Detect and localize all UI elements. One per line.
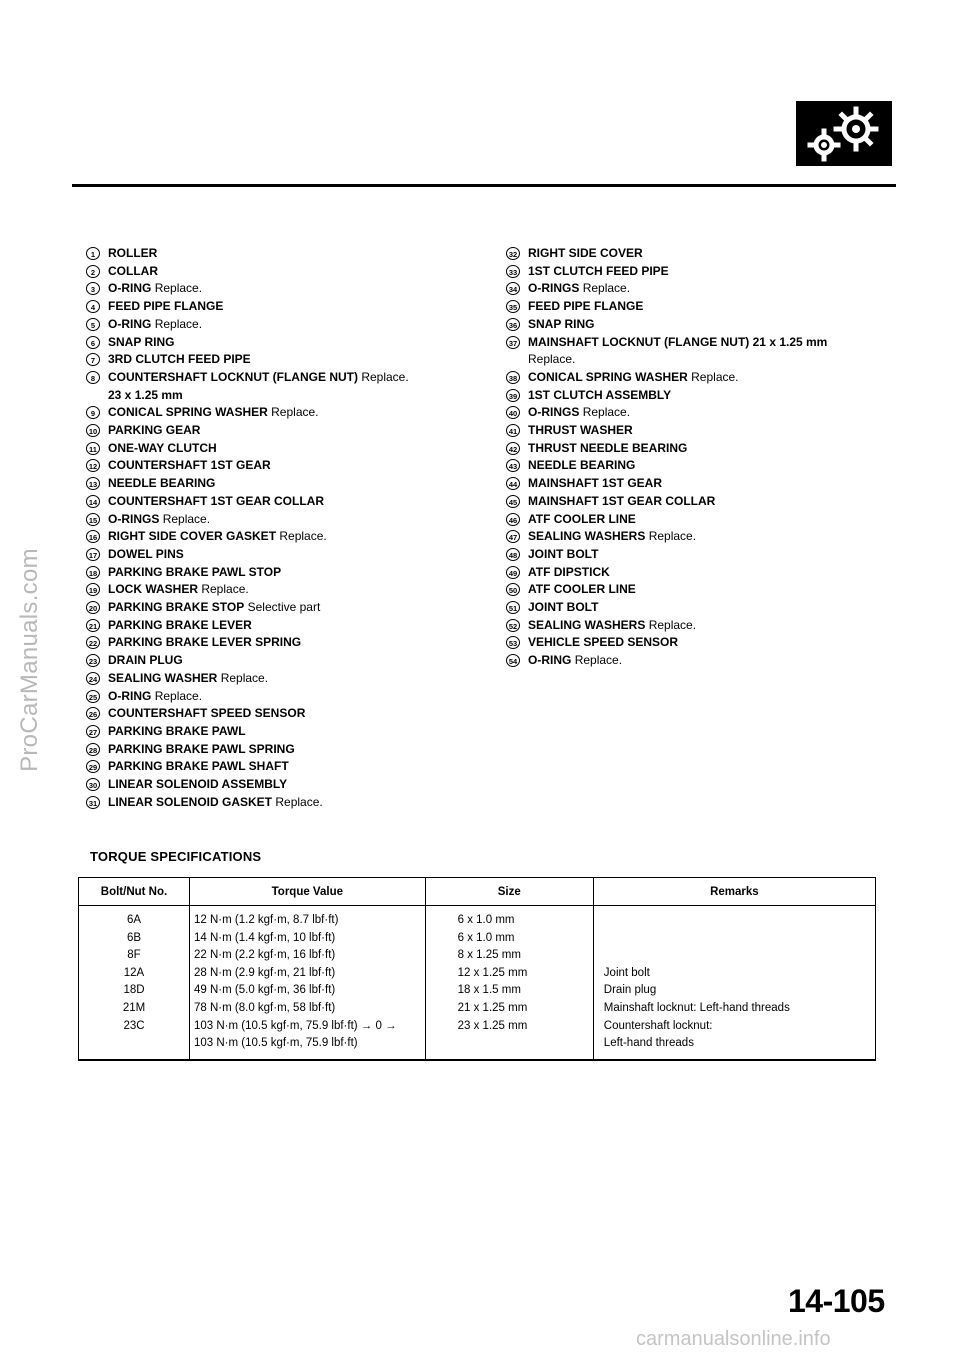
part-item: [506, 422, 906, 440]
part-text: [528, 369, 739, 387]
part-name-continued: 23 x 1.25 mm: [108, 387, 183, 402]
part-note: Replace.: [154, 316, 203, 331]
parts-list-right: [506, 245, 906, 670]
part-note: Replace.: [154, 688, 203, 703]
part-number-badge: 46: [506, 513, 520, 526]
part-text: [108, 493, 324, 511]
torque-table-header-row: [79, 878, 876, 906]
part-item: [86, 705, 476, 723]
part-text: [108, 546, 184, 564]
part-text: [528, 404, 630, 422]
part-name: PARKING BRAKE PAWL SPRING: [108, 741, 295, 756]
part-text: [528, 617, 696, 635]
part-text: [528, 457, 635, 475]
part-number-badge: 48: [506, 548, 520, 561]
part-note: Replace.: [582, 281, 631, 296]
part-number-badge: 41: [506, 424, 520, 437]
part-text: [108, 741, 295, 759]
part-number-badge: 19: [86, 583, 100, 596]
part-note: Replace.: [691, 369, 739, 384]
part-number-badge: 51: [506, 601, 520, 614]
part-number-badge: 4: [86, 300, 100, 313]
part-text: [528, 634, 678, 652]
part-item: [86, 334, 476, 352]
part-item: [506, 440, 906, 458]
part-item: [86, 493, 476, 511]
part-name: FEED PIPE FLANGE: [528, 299, 644, 314]
torque-value: 12 N·m (1.2 kgf·m, 8.7 lbf·ft): [194, 914, 339, 926]
part-name: 1ST CLUTCH ASSEMBLY: [528, 387, 672, 402]
part-name: NEEDLE BEARING: [528, 458, 636, 473]
torque-value: 22 N·m (2.2 kgf·m, 16 lbf·ft): [194, 949, 336, 962]
part-text: [528, 334, 827, 369]
part-text: [108, 599, 320, 617]
part-item: [86, 617, 476, 635]
part-item: [506, 475, 906, 493]
part-item: [506, 493, 906, 511]
part-number-badge: 50: [506, 583, 520, 596]
part-number-badge: 40: [506, 406, 520, 419]
side-watermark-text: ProCarManuals.com: [16, 548, 43, 772]
remark: Countershaft locknut:: [603, 1019, 713, 1032]
part-number-badge: 42: [506, 442, 520, 455]
part-item: [506, 457, 906, 475]
bolt-number: 23C: [123, 1019, 145, 1032]
part-name: ROLLER: [108, 246, 158, 260]
part-item: [86, 511, 476, 529]
torque-table: [78, 877, 876, 1061]
part-note: Replace.: [648, 617, 697, 632]
part-name: SEALING WASHER: [108, 670, 218, 685]
part-text: [108, 564, 281, 582]
part-item: [86, 280, 476, 298]
part-name: CONICAL SPRING WASHER: [528, 369, 688, 384]
part-name: COUNTERSHAFT 1ST GEAR: [108, 458, 271, 473]
part-name: DRAIN PLUG: [108, 653, 183, 668]
torque-value: 14 N·m (1.4 kgf·m, 10 lbf·ft): [194, 931, 336, 944]
part-name: COLLAR: [108, 263, 158, 278]
part-number-badge: 39: [506, 389, 520, 402]
part-text: [108, 245, 157, 263]
part-number-badge: 44: [506, 477, 520, 490]
header-size: Size: [425, 878, 593, 906]
part-name: MAINSHAFT 1ST GEAR: [528, 476, 663, 491]
part-name: JOINT BOLT: [528, 600, 599, 615]
part-number-badge: 13: [86, 477, 100, 490]
part-name: O-RING: [108, 316, 152, 331]
part-name: MAINSHAFT LOCKNUT (FLANGE NUT) 21 x 1.25 mm: [528, 334, 828, 349]
part-number-badge: 45: [506, 495, 520, 508]
part-number-badge: 22: [86, 636, 100, 649]
part-name: CONICAL SPRING WASHER: [108, 405, 268, 420]
part-name: 1ST CLUTCH FEED PIPE: [528, 263, 669, 278]
part-number-badge: 15: [86, 513, 100, 526]
part-text: [528, 245, 643, 263]
part-item: [86, 475, 476, 493]
part-text: [108, 404, 319, 422]
part-item: [506, 369, 906, 387]
part-item: [506, 634, 906, 652]
bolt-size: 23 x 1.25 mm: [457, 1019, 528, 1032]
part-text: [528, 440, 687, 458]
bolt-number: 8F: [127, 949, 141, 962]
part-name: PARKING GEAR: [108, 423, 201, 438]
part-item: [86, 263, 476, 281]
part-item: [506, 617, 906, 635]
part-number-badge: 20: [86, 601, 100, 614]
footer-watermark: carmanualsonline.info: [636, 1328, 831, 1350]
bolt-column: [79, 906, 190, 1060]
part-item: [86, 670, 476, 688]
part-name: THRUST NEEDLE BEARING: [528, 440, 688, 455]
part-name: 3RD CLUTCH FEED PIPE: [108, 352, 251, 367]
header-rule: [72, 184, 896, 187]
torque-heading: TORQUE SPECIFICATIONS: [90, 849, 262, 864]
part-number-badge: 31: [86, 796, 100, 809]
bolt-size: 12 x 1.25 mm: [457, 966, 528, 979]
part-number-badge: 1: [86, 247, 100, 260]
part-item: [86, 564, 476, 582]
part-text: [528, 581, 636, 599]
part-name: DOWEL PINS: [108, 546, 184, 561]
bolt-number: 21M: [122, 1001, 146, 1014]
part-name: O-RING: [108, 688, 152, 703]
gear-icon: [796, 101, 892, 166]
part-text: [528, 263, 669, 281]
part-name: MAINSHAFT 1ST GEAR COLLAR: [528, 493, 716, 508]
part-note: Replace.: [582, 405, 631, 420]
part-number-badge: 10: [86, 424, 100, 437]
part-text: [108, 334, 174, 352]
part-text: [108, 528, 327, 546]
part-number-badge: 33: [506, 265, 520, 278]
part-name: ATF COOLER LINE: [528, 582, 636, 597]
part-text: [528, 599, 598, 617]
part-note: Replace.: [271, 405, 319, 420]
part-number-badge: 21: [86, 619, 100, 632]
parts-list-left: [86, 245, 476, 812]
part-number-badge: 7: [86, 353, 100, 366]
part-name: O-RINGS: [108, 511, 160, 526]
part-name: ATF COOLER LINE: [528, 511, 636, 526]
part-number-badge: 8: [86, 371, 100, 384]
part-name: O-RINGS: [528, 405, 580, 420]
part-number-badge: 49: [506, 566, 520, 579]
torque-value: 103 N·m (10.5 kgf·m, 75.9 lbf·ft): [194, 1037, 358, 1050]
part-note: Replace.: [201, 582, 249, 597]
remarks-column: [593, 906, 875, 1060]
torque-value: 28 N·m (2.9 kgf·m, 21 lbf·ft): [194, 966, 336, 979]
bolt-size: 6 x 1.0 mm: [457, 931, 515, 944]
bolt-size: 21 x 1.25 mm: [457, 1001, 528, 1014]
part-item: [86, 776, 476, 794]
part-text: [528, 564, 610, 582]
part-name: FEED PIPE FLANGE: [108, 299, 224, 314]
part-name: PARKING BRAKE PAWL STOP: [108, 564, 282, 579]
part-item: [86, 688, 476, 706]
part-name: O-RING: [108, 281, 152, 296]
part-item: [506, 387, 906, 405]
part-name: VEHICLE SPEED SENSOR: [528, 635, 679, 650]
page-number: 14-105: [788, 1283, 885, 1319]
part-number-badge: 43: [506, 459, 520, 472]
part-text: [108, 475, 215, 493]
blank-line: [604, 947, 871, 965]
part-name: COUNTERSHAFT LOCKNUT (FLANGE NUT): [108, 369, 358, 384]
part-text: [528, 298, 643, 316]
part-name: RIGHT SIDE COVER: [528, 246, 643, 260]
part-text: [108, 263, 158, 281]
remark: Joint bolt: [603, 966, 650, 979]
part-name: O-RINGS: [528, 281, 580, 296]
part-note: Replace.: [648, 529, 697, 544]
part-text: [108, 457, 271, 475]
part-number-badge: 28: [86, 743, 100, 756]
part-note: Replace.: [162, 511, 211, 526]
part-item: [506, 280, 906, 298]
part-name: COUNTERSHAFT 1ST GEAR COLLAR: [108, 493, 324, 508]
part-number-badge: 47: [506, 530, 520, 543]
part-note: Replace.: [220, 670, 269, 685]
part-text: [108, 369, 409, 404]
part-item: [506, 316, 906, 334]
part-number-badge: 54: [506, 654, 520, 667]
part-number-badge: 11: [86, 442, 100, 455]
part-number-badge: 26: [86, 707, 100, 720]
part-number-badge: 6: [86, 336, 100, 349]
part-item: [86, 599, 476, 617]
part-text: [108, 351, 251, 369]
remark: Left-hand threads: [603, 1037, 694, 1050]
part-item: [86, 440, 476, 458]
part-note: Replace.: [279, 529, 327, 544]
part-text: [108, 316, 202, 334]
part-number-badge: 35: [506, 300, 520, 313]
part-item: [86, 741, 476, 759]
part-name: SNAP RING: [528, 316, 595, 331]
part-number-badge: 52: [506, 619, 520, 632]
part-item: [86, 422, 476, 440]
part-name: SNAP RING: [108, 334, 175, 349]
part-item: [86, 794, 476, 812]
part-number-badge: 16: [86, 530, 100, 543]
part-item: [506, 599, 906, 617]
part-item: [86, 298, 476, 316]
part-number-badge: 25: [86, 690, 100, 703]
torque-value: 49 N·m (5.0 kgf·m, 36 lbf·ft): [194, 984, 336, 997]
part-name: PARKING BRAKE STOP: [108, 600, 245, 615]
bolt-number: 6A: [126, 914, 142, 926]
part-item: [86, 351, 476, 369]
side-watermark: [10, 548, 50, 772]
part-item: [86, 581, 476, 599]
torque-table-row: [79, 906, 876, 1060]
part-name: LOCK WASHER: [108, 582, 198, 597]
part-item: [86, 652, 476, 670]
part-note: Replace.: [154, 281, 203, 296]
part-number-badge: 9: [86, 406, 100, 419]
part-number-badge: 34: [506, 282, 520, 295]
part-item: [506, 581, 906, 599]
part-name: JOINT BOLT: [528, 546, 599, 561]
part-item: [86, 404, 476, 422]
bolt-number: 12A: [123, 966, 145, 979]
part-text: [108, 758, 289, 776]
part-item: [506, 652, 906, 670]
part-name: NEEDLE BEARING: [108, 476, 216, 491]
blank-line: [604, 912, 871, 930]
part-item: [86, 457, 476, 475]
part-text: [108, 634, 301, 652]
part-text: [108, 617, 252, 635]
part-name: PARKING BRAKE PAWL SHAFT: [108, 759, 289, 774]
part-item: [506, 546, 906, 564]
part-text: [108, 688, 202, 706]
part-item: [506, 528, 906, 546]
part-number-badge: 53: [506, 636, 520, 649]
part-number-badge: 36: [506, 318, 520, 331]
part-note: Replace.: [574, 653, 623, 668]
part-item: [506, 511, 906, 529]
part-text: [108, 652, 183, 670]
part-name: THRUST WASHER: [528, 423, 633, 438]
bolt-size: 18 x 1.5 mm: [457, 984, 521, 997]
bolt-number: 6B: [126, 931, 142, 944]
part-text: [528, 422, 633, 440]
torque-value: 103 N·m (10.5 kgf·m, 75.9 lbf·ft) → 0 →: [194, 1019, 397, 1032]
part-note: Replace.: [361, 369, 409, 384]
part-text: [108, 280, 202, 298]
part-text: [108, 581, 249, 599]
part-name: LINEAR SOLENOID ASSEMBLY: [108, 777, 288, 792]
part-note: Selective part: [247, 600, 321, 615]
part-text: [108, 776, 287, 794]
part-name: LINEAR SOLENOID GASKET: [108, 794, 273, 809]
part-text: [108, 794, 323, 812]
part-item: [86, 758, 476, 776]
remark: Drain plug: [603, 984, 657, 997]
part-name: PARKING BRAKE LEVER: [108, 617, 252, 632]
part-note: Replace.: [275, 794, 323, 809]
part-text: [528, 546, 598, 564]
header-bolt: Bolt/Nut No.: [79, 878, 190, 906]
blank-line: [604, 930, 871, 948]
part-text: [108, 511, 210, 529]
part-text: [108, 705, 305, 723]
torque-column: [190, 906, 426, 1060]
part-item: [86, 634, 476, 652]
part-number-badge: 12: [86, 459, 100, 472]
part-number-badge: 38: [506, 371, 520, 384]
part-number-badge: 5: [86, 318, 100, 331]
size-column: [425, 906, 593, 1060]
part-text: [528, 493, 715, 511]
part-item: [506, 245, 906, 263]
part-name: SEALING WASHERS: [528, 617, 646, 632]
part-name: RIGHT SIDE COVER GASKET: [108, 529, 277, 544]
part-text: [528, 528, 696, 546]
part-text: [528, 280, 630, 298]
part-number-badge: 24: [86, 672, 100, 685]
part-text: [108, 723, 246, 741]
part-text: [108, 440, 217, 458]
part-name: PARKING BRAKE PAWL: [108, 723, 246, 738]
part-number-badge: 23: [86, 654, 100, 667]
part-text: [528, 387, 671, 405]
part-number-badge: 17: [86, 548, 100, 561]
part-number-badge: 14: [86, 495, 100, 508]
part-number-badge: 2: [86, 265, 100, 278]
part-item: [506, 298, 906, 316]
part-text: [108, 298, 223, 316]
part-text: [528, 652, 622, 670]
part-name: ATF DIPSTICK: [528, 564, 610, 579]
part-number-badge: 3: [86, 282, 100, 295]
part-item: [506, 404, 906, 422]
part-text: [528, 475, 662, 493]
part-number-badge: 37: [506, 336, 520, 349]
part-item: [86, 723, 476, 741]
part-name: O-RING: [528, 653, 572, 668]
part-name: PARKING BRAKE LEVER SPRING: [108, 635, 302, 650]
bolt-number: 18D: [123, 984, 145, 997]
part-number-badge: 18: [86, 566, 100, 579]
part-item: [86, 369, 476, 404]
header-torque: Torque Value: [190, 878, 426, 906]
header-remarks: Remarks: [593, 878, 875, 906]
bolt-size: 8 x 1.25 mm: [457, 949, 521, 962]
part-item: [86, 528, 476, 546]
part-item: [506, 263, 906, 281]
part-note-continued: Replace.: [528, 352, 576, 367]
part-text: [108, 670, 268, 688]
part-name: SEALING WASHERS: [528, 529, 646, 544]
part-number-badge: 32: [506, 247, 520, 260]
remark: Mainshaft locknut: Left-hand threads: [603, 1001, 790, 1014]
part-text: [528, 316, 594, 334]
part-text: [108, 422, 200, 440]
part-item: [86, 245, 476, 263]
part-name: ONE-WAY CLUTCH: [108, 440, 217, 455]
part-number-badge: 29: [86, 760, 100, 773]
part-text: [528, 511, 636, 529]
part-item: [86, 316, 476, 334]
part-item: [506, 564, 906, 582]
part-number-badge: 27: [86, 725, 100, 738]
bolt-size: 6 x 1.0 mm: [457, 914, 515, 926]
part-item: [86, 546, 476, 564]
torque-value: 78 N·m (8.0 kgf·m, 58 lbf·ft): [194, 1001, 336, 1014]
part-number-badge: 30: [86, 778, 100, 791]
part-name: COUNTERSHAFT SPEED SENSOR: [108, 706, 306, 721]
part-item: [506, 334, 906, 369]
